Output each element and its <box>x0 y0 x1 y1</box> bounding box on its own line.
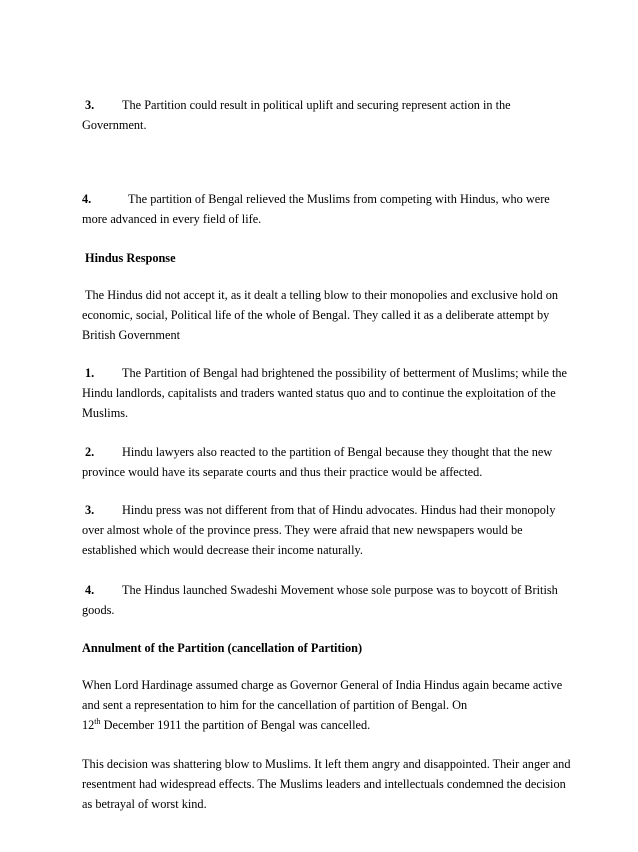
section-heading-annulment: Annulment of the Partition (cancellation of Partition) <box>82 641 363 655</box>
annulment-consequence-paragraph: This decision was shattering blow to Muslims. It left them angry and disappointed. Their anger and resentment had widespread effects. The Muslims leaders and intellectuals condemned the decision as betrayal of worst kind. <box>82 757 571 811</box>
annulment-date-rest: December 1911 the partition of Bengal was cancelled. <box>100 718 371 732</box>
list-item <box>82 500 572 560</box>
item-number: 2. <box>85 445 95 459</box>
item-text: The Partition could result in political uplift and securing represent action in the Government. <box>82 98 511 132</box>
item-text: The Hindus launched Swadeshi Movement whose sole purpose was to boycott of British goods. <box>82 583 558 617</box>
hindus-response-intro: The Hindus did not accept it, as it dealt a telling blow to their monopolies and exclusive hold on economic, social, Political life of the whole of Bengal. They called it as a deliberate attempt by British Government <box>82 288 558 342</box>
item-text: Hindu lawyers also reacted to the partition of Bengal because they thought that the new province would have its separate courts and thus their practice would be affected. <box>82 445 553 479</box>
annulment-date-day: 12 <box>82 718 95 732</box>
item-text: The Partition of Bengal had brightened the possibility of betterment of Muslims; while the Hindu landlords, capitalists and traders wanted status quo and to continue the exploitation of the Muslims. <box>82 366 567 420</box>
list-item <box>82 95 572 135</box>
annulment-date-suffix: th <box>94 716 101 726</box>
list-item <box>82 189 572 229</box>
item-text: The partition of Bengal relieved the Muslims from competing with Hindus, who were more advanced in every field of life. <box>82 192 550 226</box>
item-text: Hindu press was not different from that of Hindu advocates. Hindus had their monopoly over almost whole of the province press. They were afraid that new newspapers would be established which would decrease their income naturally. <box>82 503 556 557</box>
list-item <box>82 363 572 423</box>
item-number: 1. <box>85 366 95 380</box>
item-number: 3. <box>85 503 95 517</box>
item-number: 4. <box>82 192 92 206</box>
item-number: 4. <box>85 583 95 597</box>
list-item <box>82 580 572 620</box>
annulment-paragraph <box>82 675 572 735</box>
section-heading-hindus-response: Hindus Response <box>85 251 176 265</box>
item-number: 3. <box>85 98 95 112</box>
list-item <box>82 442 572 482</box>
annulment-paragraph-text: When Lord Hardinage assumed charge as Governor General of India Hindus again became active and sent a representation to him for the cancellation of partition of Bengal. On <box>82 678 563 712</box>
